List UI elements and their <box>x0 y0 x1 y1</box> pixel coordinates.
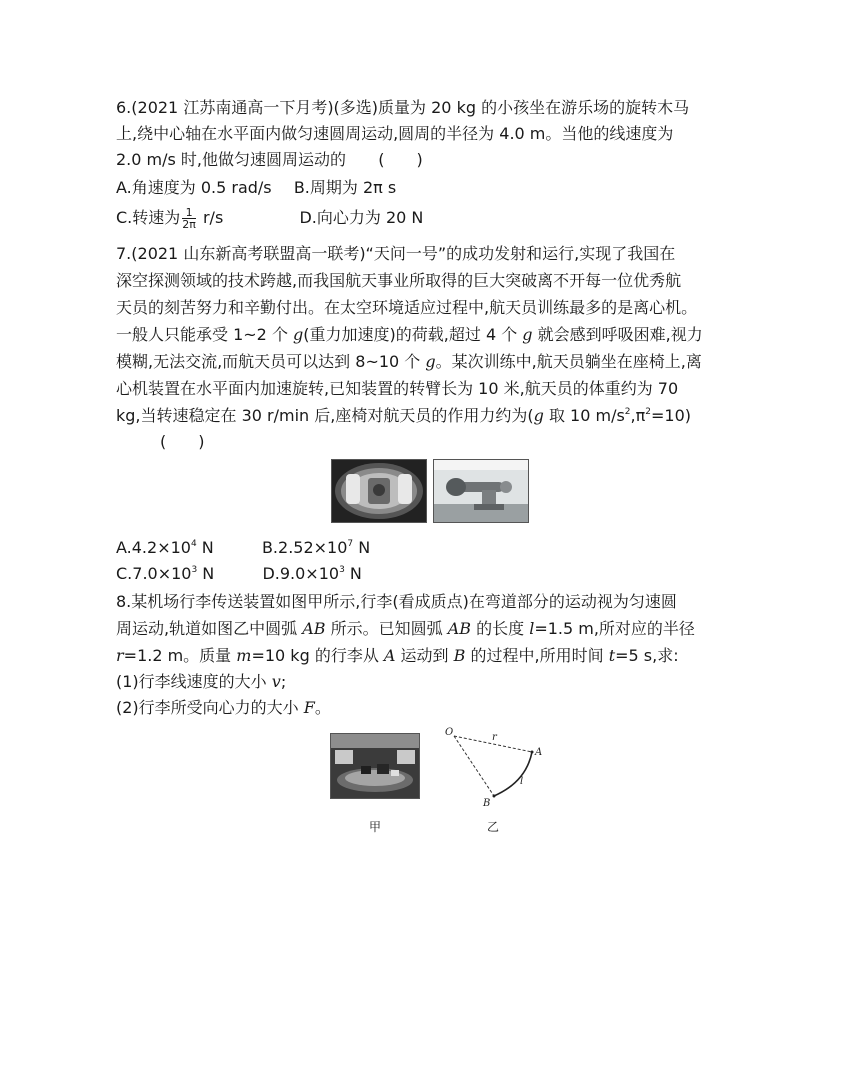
q7-g-symbol: g <box>522 325 533 344</box>
label-b: B <box>483 798 491 809</box>
q7-option-c-base: C.7.0×10 <box>116 564 192 583</box>
q6-option-c-prefix: C.转速为 <box>116 208 181 227</box>
q7-line-3: 天员的刻苦努力和辛勤付出。在太空环境适应过程中,航天员训练最多的是离心机。 <box>116 298 698 317</box>
q8-line-3-e: =5 s,求: <box>615 646 679 665</box>
q8-arc-ab-symbol: AB <box>302 619 326 638</box>
q7-option-d-unit: N <box>344 564 362 583</box>
q6-option-d: D.向心力为 20 N <box>299 208 424 227</box>
q6-line-3-text: 2.0 m/s 时,他做匀速圆周运动的 <box>116 150 347 169</box>
q7-line-5 <box>116 350 702 374</box>
q8-arc-ab-symbol: AB <box>447 619 471 638</box>
q8-point-a-symbol: A <box>383 646 396 665</box>
superscript: 2 <box>645 407 651 417</box>
q8-line-2-b: 所示。已知圆弧 <box>325 619 448 638</box>
q8-line-2-c: 的长度 <box>471 619 530 638</box>
q7-option-a <box>116 538 214 557</box>
label-l: l <box>520 776 524 787</box>
q7-line-7-b: 取 10 m/s <box>543 406 625 425</box>
q8-line-3-a: =1.2 m。质量 <box>123 646 237 665</box>
q8-part-1-text: (1)行李线速度的大小 <box>116 672 272 691</box>
q7-option-a-unit: N <box>196 538 214 557</box>
q8-part-2 <box>116 696 331 720</box>
figure-caption-jia: 甲 <box>369 820 382 834</box>
superscript: 2 <box>624 407 631 417</box>
q7-line-1: 7.(2021 山东新高考联盟高一联考)“天问一号”的成功发射和运行,实现了我国在 <box>116 244 676 263</box>
q7-option-b-unit: N <box>353 538 371 557</box>
q7-option-c <box>116 564 214 583</box>
arc-ab <box>494 752 532 796</box>
q7-g-symbol: g <box>293 325 304 344</box>
q7-line-2: 深空探测领域的技术跨越,而我国航天事业所取得的巨大突破离不开每一位优秀航 <box>116 271 682 290</box>
centrifuge-interior-illustration <box>332 460 426 522</box>
q8-line-3-b: =10 kg 的行李从 <box>251 646 384 665</box>
q8-line-3-d: 的过程中,所用时间 <box>465 646 609 665</box>
centrifuge-machine-illustration <box>434 460 528 522</box>
superscript: 7 <box>347 539 354 549</box>
q7-line-6: 心机装置在水平面内加速旋转,已知装置的转臂长为 10 米,航天员的体重约为 70 <box>116 379 679 398</box>
fraction-numerator: 1 <box>182 207 196 219</box>
q6-option-b: B.周期为 2π s <box>293 178 397 197</box>
point-b-dot <box>493 795 496 798</box>
q7-line-5-b: 。某次训练中,航天员躺坐在座椅上,离 <box>435 352 702 371</box>
arc-ab-diagram <box>440 724 560 812</box>
q8-line-2-d: =1.5 m,所对应的半径 <box>534 619 695 638</box>
q8-part-2-end: 。 <box>314 698 331 717</box>
centrifuge-interior-photo <box>331 459 427 523</box>
q8-point-b-symbol: B <box>453 646 466 665</box>
q7-g-symbol: g <box>533 406 544 425</box>
baggage-carousel-illustration <box>331 734 419 798</box>
q8-part-2-text: (2)行李所受向心力的大小 <box>116 698 304 717</box>
q6-line-1: 6.(2021 江苏南通高一下月考)(多选)质量为 20 kg 的小孩坐在游乐场的旋转木马 <box>116 98 690 117</box>
q8-line-2-a: 周运动,轨道如图乙中圆弧 <box>116 619 303 638</box>
q8-line-3-c: 运动到 <box>395 646 454 665</box>
point-a-dot <box>531 751 534 754</box>
q6-options-cd <box>116 206 423 230</box>
q8-part-1 <box>116 670 286 694</box>
q7-line-4 <box>116 323 703 347</box>
q7-line-4-a: 一般人只能承受 1~2 个 <box>116 325 294 344</box>
q7-option-b-base: B.2.52×10 <box>261 538 348 557</box>
q6-option-c-unit: r/s <box>197 208 224 227</box>
q7-option-d-base: D.9.0×10 <box>262 564 340 583</box>
q8-m-symbol: m <box>236 646 252 665</box>
figure-caption-yi: 乙 <box>487 820 500 834</box>
q8-f-symbol: F <box>303 698 315 717</box>
q8-r-symbol: r <box>116 646 124 665</box>
q7-line-7-c: ,π <box>630 406 646 425</box>
radius-line-ob <box>454 736 494 796</box>
q6-line-2: 上,绕中心轴在水平面内做匀速圆周运动,圆周的半径为 4.0 m。当他的线速度为 <box>116 124 674 143</box>
superscript: 3 <box>191 565 198 575</box>
q6-option-a: A.角速度为 0.5 rad/s <box>116 178 272 197</box>
q7-options-ab <box>116 536 370 560</box>
superscript: 4 <box>190 539 197 549</box>
q7-line-4-c: 就会感到呼吸困难,视力 <box>532 325 703 344</box>
baggage-carousel-photo <box>330 733 420 799</box>
q7-g-symbol: g <box>425 352 436 371</box>
q7-line-4-b: (重力加速度)的荷载,超过 4 个 <box>303 325 523 344</box>
q8-t-symbol: t <box>608 646 616 665</box>
q7-line-5-a: 模糊,无法交流,而航天员可以达到 8~10 个 <box>116 352 426 371</box>
q6-option-c-fraction <box>182 207 196 230</box>
q7-line-7-d: =10) <box>650 406 691 425</box>
q7-option-d <box>262 564 361 583</box>
q6-answer-paren: ( ) <box>378 150 423 169</box>
q8-v-symbol: v <box>271 672 281 691</box>
fraction-denominator: 2π <box>182 218 196 231</box>
q7-option-a-base: A.4.2×10 <box>116 538 191 557</box>
label-o: O <box>445 727 454 738</box>
label-r: r <box>492 732 497 743</box>
q6-options-ab <box>116 176 396 200</box>
superscript: 3 <box>339 565 345 575</box>
centrifuge-machine-photo <box>433 459 529 523</box>
q8-l-symbol: l <box>529 619 535 638</box>
q7-line-7 <box>116 404 691 428</box>
q7-answer-paren: ( ) <box>160 432 205 451</box>
q8-part-1-end: ; <box>280 672 287 691</box>
label-a: A <box>535 747 543 758</box>
q8-line-3 <box>116 644 679 668</box>
q7-options-cd <box>116 562 362 586</box>
q7-line-7-a: kg,当转速稳定在 30 r/min 后,座椅对航天员的作用力约为( <box>116 406 534 425</box>
q8-line-1: 8.某机场行李传送装置如图甲所示,行李(看成质点)在弯道部分的运动视为匀速圆 <box>116 592 677 611</box>
q8-line-2 <box>116 617 695 641</box>
q7-option-b <box>262 538 370 557</box>
q7-option-c-unit: N <box>197 564 215 583</box>
q6-line-3 <box>116 148 423 172</box>
